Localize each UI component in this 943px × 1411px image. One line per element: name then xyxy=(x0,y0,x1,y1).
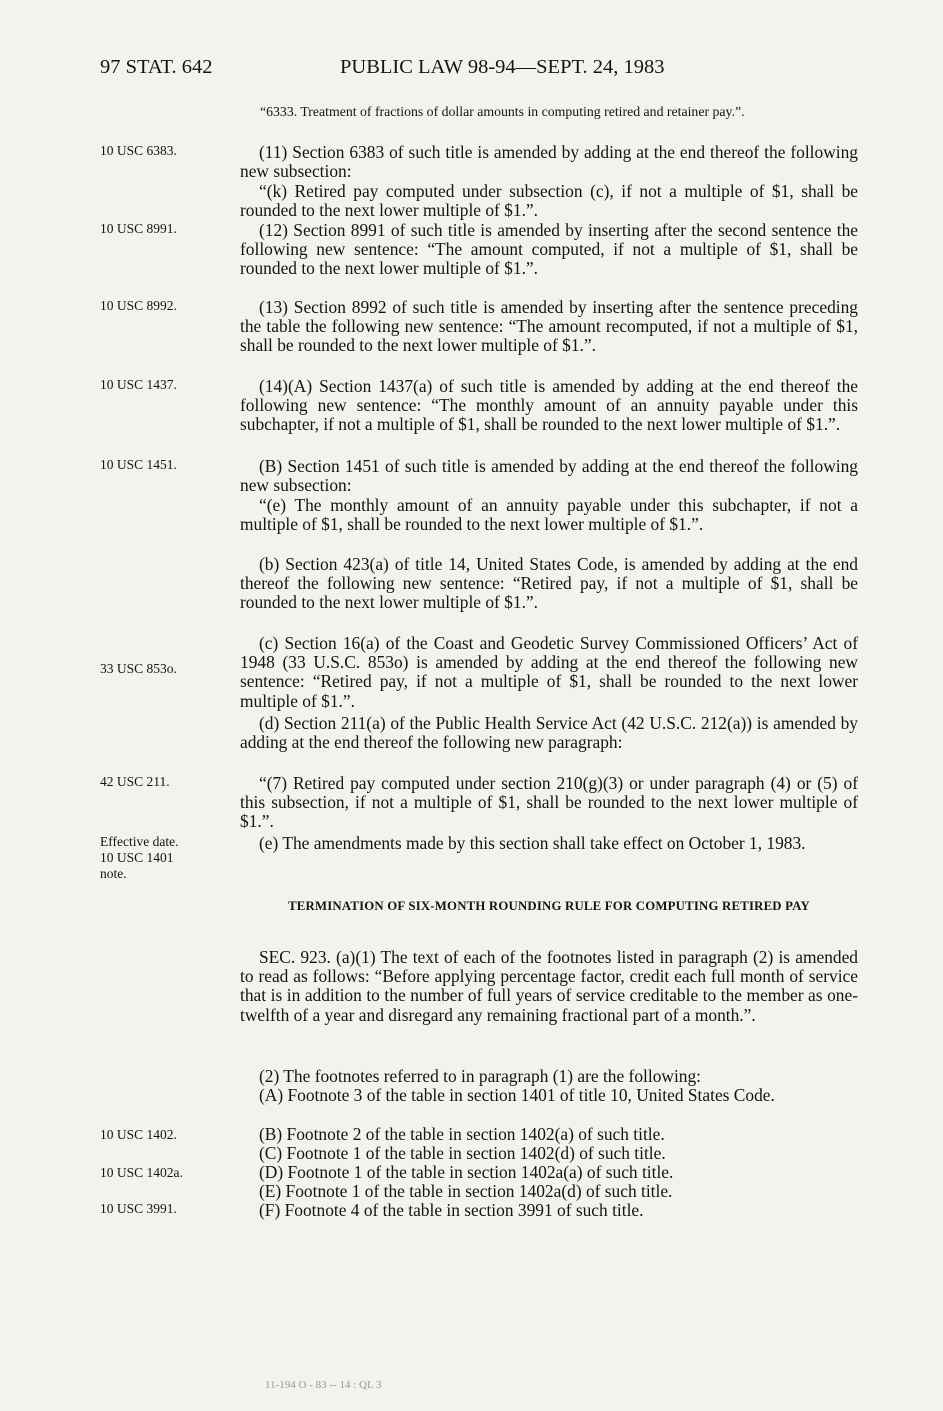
margin-note-3991: 10 USC 3991. xyxy=(100,1201,177,1216)
margin-note-853o: 33 USC 853o. xyxy=(100,661,177,676)
footnote-c: (C) Footnote 1 of the table in section 1402(d) of such title. xyxy=(259,1143,666,1163)
paragraph-13: (13) Section 8992 of such title is amended by inserting after the sentence preceding the table the following new sentence: “The amount recomputed, if not a multiple of $1, shall be rounded to the next lower multiple of $1.”. xyxy=(240,297,858,356)
margin-note-1451: 10 USC 1451. xyxy=(100,457,177,472)
section-923-paragraph-2: (2) The footnotes referred to in paragraph (1) are the following: xyxy=(259,1066,702,1086)
section-heading: TERMINATION OF SIX-MONTH ROUNDING RULE FOR COMPUTING RETIRED PAY xyxy=(288,899,810,913)
paragraph-e: (e) The amendments made by this section shall take effect on October 1, 1983. xyxy=(259,833,806,853)
margin-note-8991: 10 USC 8991. xyxy=(100,221,177,236)
paragraph-14b: (B) Section 1451 of such title is amended by adding at the end thereof the following new subsection: xyxy=(240,456,858,496)
margin-note-effective-note: note. xyxy=(100,866,127,881)
margin-note-1437: 10 USC 1437. xyxy=(100,377,177,392)
section-6333-title: “6333. Treatment of fractions of dollar amounts in computing retired and retainer pay.”. xyxy=(260,104,745,119)
margin-note-8992: 10 USC 8992. xyxy=(100,298,177,313)
subsection-k: “(k) Retired pay computed under subsection (c), if not a multiple of $1, shall be rounded to the next lower multiple of $1.”. xyxy=(240,181,858,221)
footnote-e: (E) Footnote 1 of the table in section 1402a(d) of such title. xyxy=(259,1181,673,1201)
footnote-a: (A) Footnote 3 of the table in section 1401 of title 10, United States Code. xyxy=(259,1085,775,1105)
paragraph-b: (b) Section 423(a) of title 14, United States Code, is amended by adding at the end thereof the following new sentence: “Retired pay, if not a multiple of $1, shall be rounded to the next lower multiple of $1.”. xyxy=(240,554,858,613)
paragraph-11: (11) Section 6383 of such title is amended by adding at the end thereof the following new subsection: xyxy=(240,142,858,182)
margin-note-211: 42 USC 211. xyxy=(100,774,170,789)
margin-note-1402: 10 USC 1402. xyxy=(100,1127,177,1142)
law-title: PUBLIC LAW 98-94—SEPT. 24, 1983 xyxy=(340,56,665,78)
paragraph-7: “(7) Retired pay computed under section 210(g)(3) or under paragraph (4) or (5) of this subsection, if not a multiple of $1, shall be rounded to the next lower multiple of $1.”. xyxy=(240,773,858,832)
paragraph-d: (d) Section 211(a) of the Public Health Service Act (42 U.S.C. 212(a)) is amended by adding at the end thereof the following new paragraph: xyxy=(240,713,858,753)
paragraph-14a: (14)(A) Section 1437(a) of such title is amended by adding at the end thereof the following new sentence: “The monthly amount of an annuity payable under this subchapter, if not a multiple of $1, shall be rounded to the next lower multiple of $1.”. xyxy=(240,376,858,435)
stat-page-ref: 97 STAT. 642 xyxy=(100,56,213,78)
footnote-f: (F) Footnote 4 of the table in section 3991 of such title. xyxy=(259,1200,644,1220)
print-code: 11-194 O - 83 -- 14 : QL 3 xyxy=(265,1379,382,1391)
footnote-b: (B) Footnote 2 of the table in section 1402(a) of such title. xyxy=(259,1124,665,1144)
margin-note-1402a: 10 USC 1402a. xyxy=(100,1165,183,1180)
subsection-e: “(e) The monthly amount of an annuity payable under this subchapter, if not a multiple of $1, shall be rounded to the next lower multiple of $1.”. xyxy=(240,495,858,535)
margin-note-effective-date: Effective date. xyxy=(100,834,179,849)
section-923-paragraph-1: SEC. 923. (a)(1) The text of each of the footnotes listed in paragraph (2) is amended to read as follows: “Before applying percentage factor, credit each full month of service that is in addition to the number of full years of service creditable to the member as one-twelfth of a year and disregard any remaining fractional part of a month.”. xyxy=(240,947,858,1025)
margin-note-6383: 10 USC 6383. xyxy=(100,143,177,158)
paragraph-c: (c) Section 16(a) of the Coast and Geodetic Survey Commissioned Officers’ Act of 1948 (33 U.S.C. 853o) is amended by adding at the end thereof the following new sentence: “Retired pay, if not a multiple of $1, shall be rounded to the next lower multiple of $1.”. xyxy=(240,633,858,711)
margin-note-effective-cite: 10 USC 1401 xyxy=(100,850,174,865)
footnote-d: (D) Footnote 1 of the table in section 1402a(a) of such title. xyxy=(259,1162,674,1182)
paragraph-12: (12) Section 8991 of such title is amended by inserting after the second sentence the following new sentence: “The amount computed, if not a multiple of $1, shall be rounded to the next lower multiple of $1.”. xyxy=(240,220,858,279)
